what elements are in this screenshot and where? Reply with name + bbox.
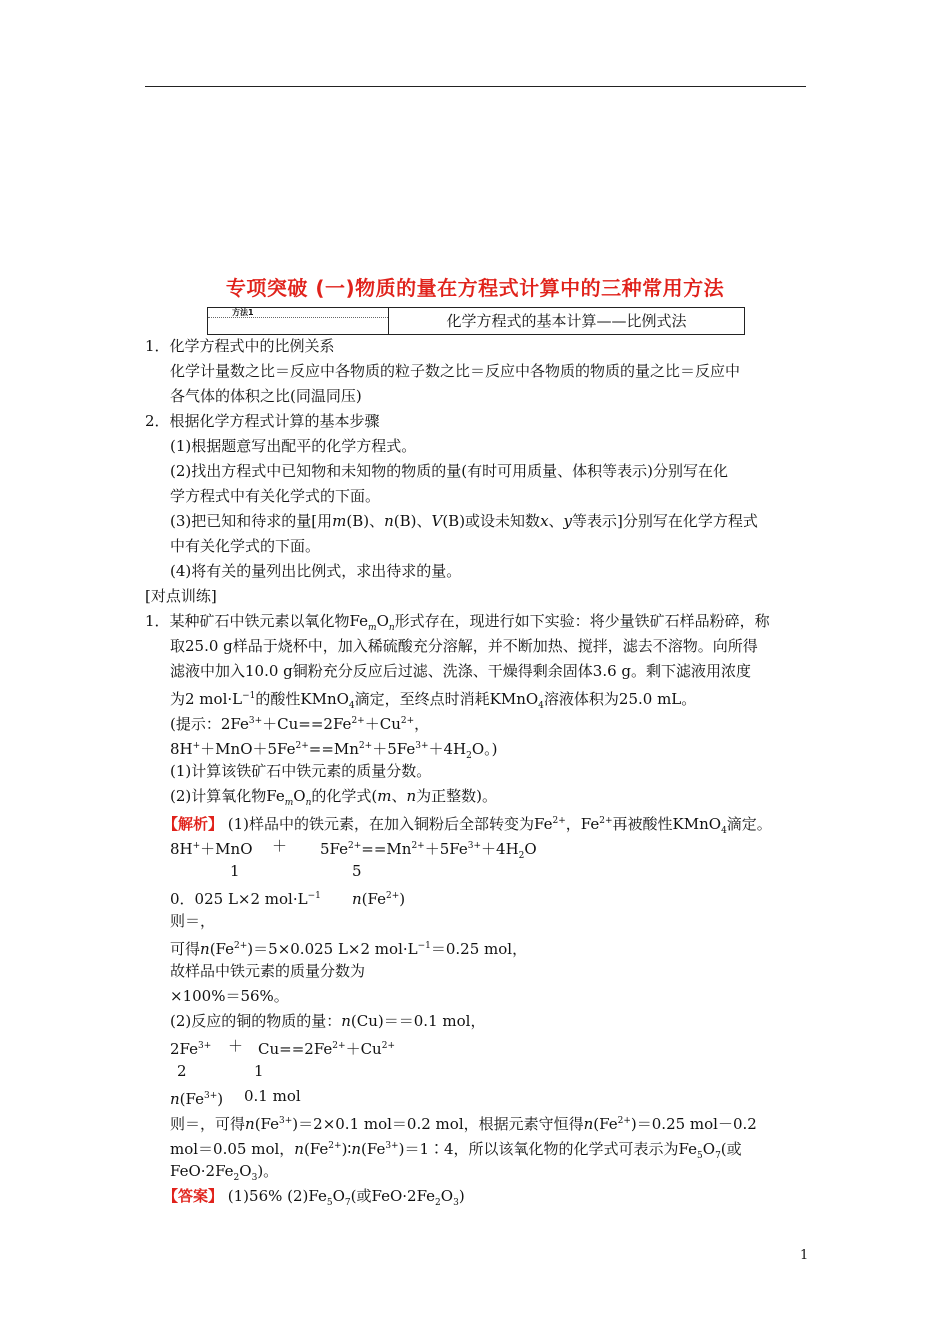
answer-line: 【答案】 (1)56% $(2)Fe_5O_7$(或$FeO\cdot 2Fe_2O_3$): [163, 1187, 465, 1208]
equation-part: $Cu==2Fe^{2+}+Cu^{2+}$: [258, 1040, 395, 1058]
question-line: (2)计算氧化物$Fe_mO_n$的化学式(m、n为正整数)。: [170, 787, 498, 808]
text-line: (1)根据题意写出配平的化学方程式。: [170, 437, 417, 455]
question-line: (1)计算该铁矿石中铁元素的质量分数。: [170, 762, 432, 780]
coefficient: 5: [352, 862, 362, 880]
equation-value: 0．025 L×2 $mol\cdot L^{-1}$: [170, 890, 321, 908]
equation-value: $n(Fe^{2+})$: [352, 890, 406, 908]
text-line: 则＝，可得$n(Fe^{3+})=2\times 0.1$ mol＝0.2 mol，根据元素守恒得$n(Fe^{2+})=0.25$ mol－0.2: [170, 1115, 757, 1133]
equation-part: $5Fe^{2+}==Mn^{2+}+5Fe^{3+}+4H_2O$: [320, 840, 537, 861]
method-heading-box: [207, 307, 745, 335]
hint-line: (提示：$2Fe^{3+}+Cu==2Fe^{2+}+Cu^{2+}$，: [170, 715, 430, 733]
equation-value: $n(Fe^{3+})$: [170, 1090, 224, 1108]
analysis-line: 【解析】 (1)样品中的铁元素，在加入铜粉后全部转变为$Fe^{2+}$，$Fe^{2+}$再被酸性KMnO$_4$滴定。: [163, 815, 772, 836]
question-line: 取25.0 g样品于烧杯中，加入稀硫酸充分溶解，并不断加热、搅拌，滤去不溶物。向所得: [170, 637, 758, 655]
method-tag: 方法1: [208, 308, 388, 318]
text-line: 可得$n(Fe^{2+})=5\times 0.025$ L×2 $mol\cdot L^{-1}=0.25$ mol，: [170, 940, 528, 958]
training-heading: [对点训练]: [145, 587, 217, 605]
coefficient: 2: [177, 1062, 187, 1080]
text-line: mol＝0.05 mol，$n(Fe^{2+})∶n(Fe^{3+})=1∶4$，所以该氧化物的化学式可表示为$Fe_5O_7$(或: [170, 1140, 742, 1161]
text-line: $FeO\cdot 2Fe_2O_3$)。: [170, 1162, 279, 1183]
section-1-heading: 1．化学方程式中的比例关系: [145, 337, 335, 355]
equation-part: ＋: [272, 837, 288, 855]
equation-part: $2Fe^{3+}$: [170, 1040, 212, 1058]
question-line: 1．某种矿石中铁元素以氧化物$Fe_mO_n$形式存在，现进行如下实验：将少量铁矿石样品粉碎，称: [145, 612, 770, 633]
method-heading: 化学方程式的基本计算——比例式法: [446, 312, 687, 330]
text-line: 化学计量数之比＝反应中各物质的粒子数之比＝反应中各物质的物质的量之比＝反应中: [170, 362, 741, 380]
text-line: 学方程式中有关化学式的下面。: [170, 487, 381, 505]
answer-label: 【答案】: [163, 1187, 224, 1205]
text-line: 故样品中铁元素的质量分数为: [170, 962, 366, 980]
coefficient: 1: [254, 1062, 264, 1080]
text-line: 中有关化学式的下面。: [170, 537, 321, 555]
page-number: 1: [800, 1248, 809, 1263]
section-2-heading: 2．根据化学方程式计算的基本步骤: [145, 412, 380, 430]
hint-line: $8H^++MnO+5Fe^{2+}==Mn^{2+}+5Fe^{3+}+4H_2O$。): [170, 740, 498, 761]
equation-value: 0.1 mol: [244, 1087, 301, 1105]
text-line: (2)反应的铜的物质的量：n(Cu)＝＝0.1 mol，: [170, 1012, 486, 1030]
analysis-label: 【解析】: [163, 815, 224, 833]
coefficient: 1: [230, 862, 240, 880]
text-line: (2)找出方程式中已知物和未知物的物质的量(有时可用质量、体积等表示)分别写在化: [170, 462, 728, 480]
equation-part: ＋: [228, 1037, 244, 1055]
question-line: 滤液中加入10.0 g铜粉充分反应后过滤、洗涤、干燥得剩余固体3.6 g。剩下滤液用浓度: [170, 662, 751, 680]
text-line: 则＝，: [170, 912, 216, 930]
text-line: ×100%＝56%。: [170, 987, 289, 1005]
equation-part: 8H+＋MnO: [170, 840, 253, 858]
text-line: (3)把已知和待求的量[用m(B)、n(B)、V(B)或设未知数x、y等表示]分别写在化学方程式: [170, 512, 758, 530]
text-line: 各气体的体积之比(同温同压): [170, 387, 362, 405]
question-line: 为2 $mol\cdot L^{-1}$的酸性KMnO$_4$滴定，至终点时消耗KMnO$_4$溶液体积为25.0 mL。: [170, 690, 697, 711]
page-title: 专项突破 (一)物质的量在方程式计算中的三种常用方法: [225, 276, 725, 300]
text-line: (4)将有关的量列出比例式，求出待求的量。: [170, 562, 462, 580]
header-rule: [145, 86, 806, 87]
